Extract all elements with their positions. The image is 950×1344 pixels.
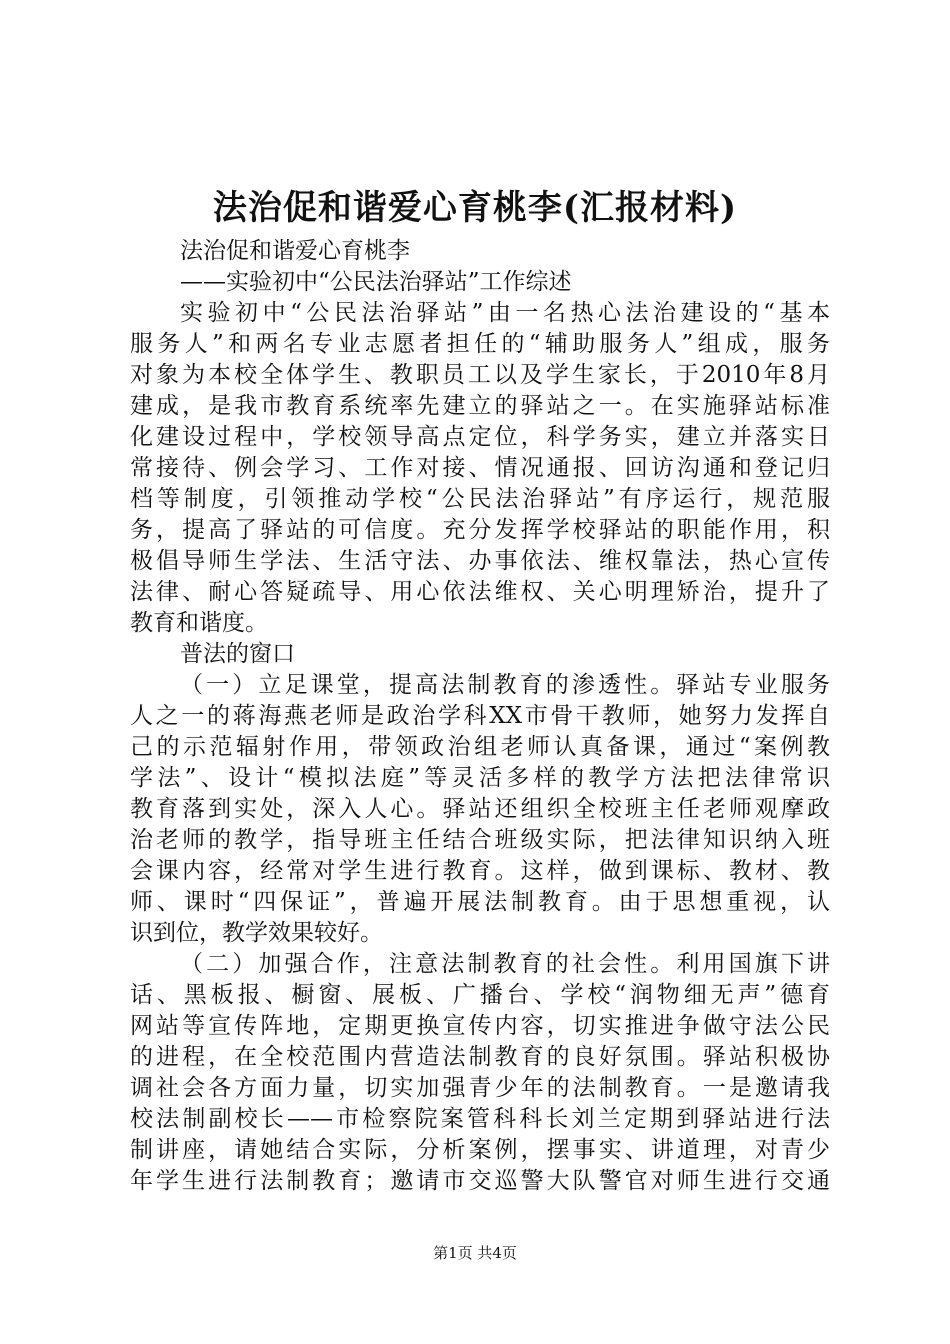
text-line: 师、课时“四保证”，普遍开展法制教育。由于思想重视，认 bbox=[130, 889, 830, 915]
text-line: 极倡导师生学法、生活守法、办事依法、维权靠法，热心宣传 bbox=[130, 548, 830, 574]
text-line: 年学生进行法制教育；邀请市交巡警大队警官对师生进行交通 bbox=[130, 1168, 830, 1194]
text-line: 务，提高了驿站的可信度。充分发挥学校驿站的职能作用，积 bbox=[130, 517, 830, 543]
text-line: 服务人”和两名专业志愿者担任的“辅助服务人”组成，服务 bbox=[130, 331, 830, 357]
text-line: 教育和谐度。 bbox=[130, 610, 268, 636]
text-line: 校法制副校长——市检察院案管科科长刘兰定期到驿站进行法 bbox=[130, 1106, 830, 1132]
text-line: 调社会各方面力量，切实加强青少年的法制教育。一是邀请我 bbox=[130, 1075, 830, 1101]
text-line: 学法”、设计“模拟法庭”等灵活多样的教学方法把法律常识 bbox=[130, 765, 830, 791]
document-title: 法治促和谐爱心育桃李(汇报材料) bbox=[212, 188, 738, 228]
text-line: 常接待、例会学习、工作对接、情况通报、回访沟通和登记归 bbox=[130, 455, 830, 481]
text-line: 网站等宣传阵地，定期更换宣传内容，切实推进争做守法公民 bbox=[130, 1013, 830, 1039]
text-line: 档等制度，引领推动学校“公民法治驿站”有序运行，规范服 bbox=[130, 486, 830, 512]
text-line: ——实验初中“公民法治驿站”工作综述 bbox=[180, 269, 572, 295]
text-line: 对象为本校全体学生、教职员工以及学生家长，于2010年8月 bbox=[130, 362, 830, 388]
text-line: 实验初中“公民法治驿站”由一名热心法治建设的“基本 bbox=[180, 300, 830, 326]
text-line: 制讲座，请她结合实际，分析案例，摆事实、讲道理，对青少 bbox=[130, 1137, 830, 1163]
text-line: 建成，是我市教育系统率先建立的驿站之一。在实施驿站标准 bbox=[130, 393, 830, 419]
text-line: 话、黑板报、橱窗、展板、广播台、学校“润物细无声”德育 bbox=[130, 982, 830, 1008]
text-line: 法治促和谐爱心育桃李 bbox=[180, 238, 410, 264]
text-line: 普法的窗口 bbox=[180, 641, 295, 667]
text-line: 教育落到实处，深入人心。驿站还组织全校班主任老师观摩政 bbox=[130, 796, 830, 822]
document-body bbox=[130, 236, 830, 1197]
text-line: （一）立足课堂，提高法制教育的渗透性。驿站专业服务 bbox=[180, 672, 830, 698]
text-line: 会课内容，经常对学生进行教育。这样，做到课标、教材、教 bbox=[130, 858, 830, 884]
text-line: 化建设过程中，学校领导高点定位，科学务实，建立并落实日 bbox=[130, 424, 830, 450]
text-line: （二）加强合作，注意法制教育的社会性。利用国旗下讲 bbox=[180, 951, 830, 977]
text-line: 治老师的教学，指导班主任结合班级实际，把法律知识纳入班 bbox=[130, 827, 830, 853]
text-line: 的进程，在全校范围内营造法制教育的良好氛围。驿站积极协 bbox=[130, 1044, 830, 1070]
text-line: 法律、耐心答疑疏导、用心依法维权、关心明理矫治，提升了 bbox=[130, 579, 830, 605]
page-footer: 第1页 共4页 bbox=[433, 1244, 517, 1262]
text-line: 识到位，教学效果较好。 bbox=[130, 920, 383, 946]
text-line: 人之一的蒋海燕老师是政治学科XX市骨干教师，她努力发挥自 bbox=[130, 703, 830, 729]
text-line: 己的示范辐射作用，带领政治组老师认真备课，通过“案例教 bbox=[130, 734, 830, 760]
